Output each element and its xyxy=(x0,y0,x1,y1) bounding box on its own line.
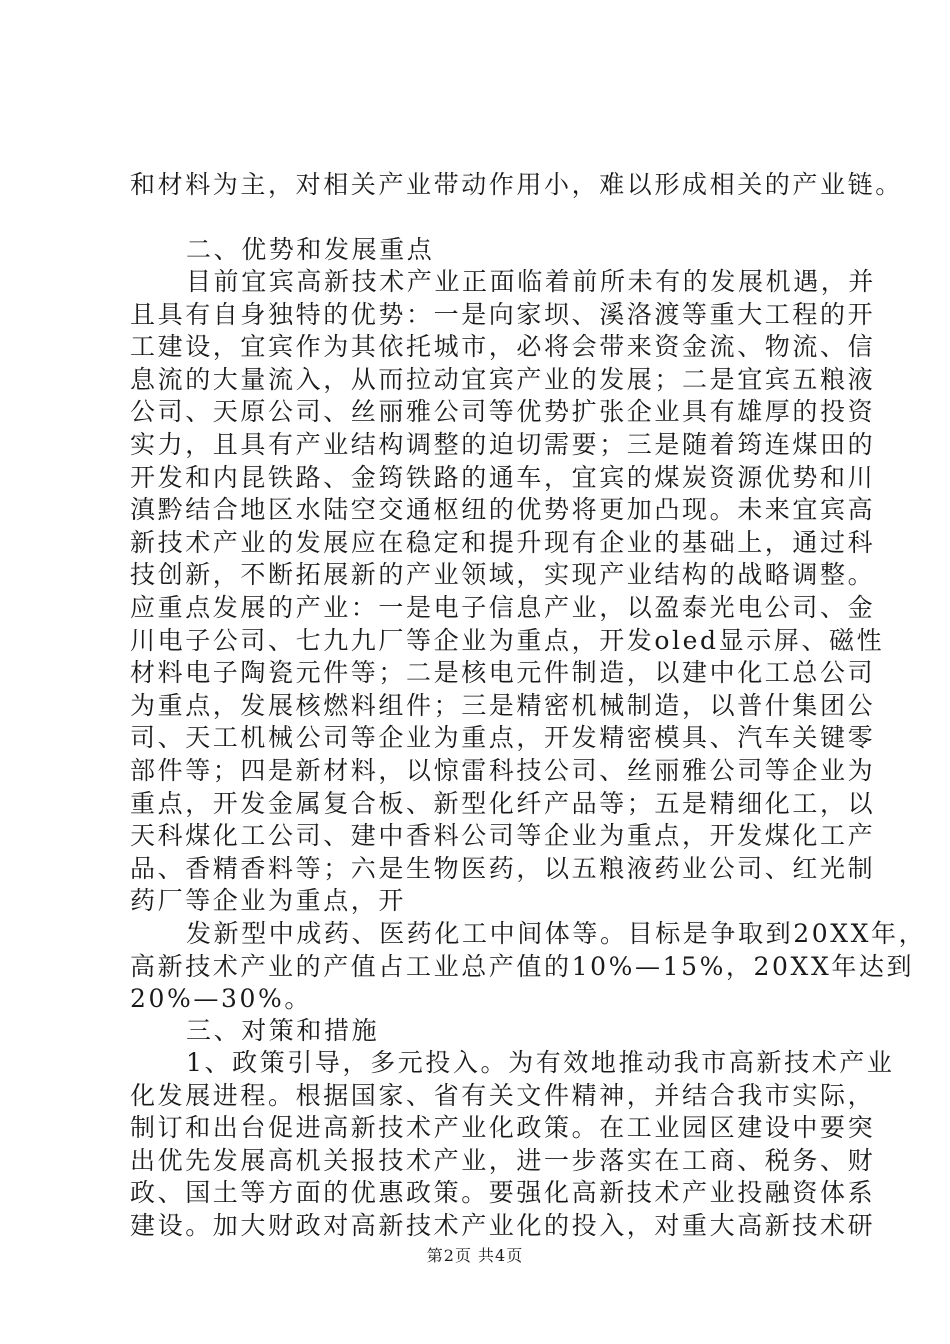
text-line: 20%—30%。 xyxy=(130,984,312,1014)
section-3-heading xyxy=(130,1015,830,1048)
text-line: 1、政策引导，多元投入。为有效地推动我市高新技术产业 xyxy=(186,1048,895,1077)
page-footer xyxy=(0,1243,950,1266)
text-line: 天科煤化工公司、建中香料公司等企业为重点，开发煤化工产 xyxy=(130,821,876,851)
section-heading: 二、优势和发展重点 xyxy=(186,235,435,264)
text-line: 部件等；四是新材料，以惊雷科技公司、丝丽雅公司等企业为 xyxy=(130,755,876,785)
text-line: 高新技术产业的产值占工业总产值的10%—15%，20XX年达到 xyxy=(130,951,915,981)
text-line: 化发展进程。根据国家、省有关文件精神，并结合我市实际， xyxy=(130,1080,876,1110)
text-line: 出优先发展高机关报技术产业，进一步落实在工商、税务、财 xyxy=(130,1145,876,1175)
section-2-paragraph-2 xyxy=(130,918,927,1016)
text-line: 川电子公司、七九九厂等企业为重点，开发oled显示屏、磁性 xyxy=(130,625,885,655)
text-line: 品、香精香料等；六是生物医药，以五粮液药业公司、红光制 xyxy=(130,853,876,883)
text-line: 司、天工机械公司等企业为重点，开发精密模具、汽车关键零 xyxy=(130,723,876,753)
text-line: 材料电子陶瓷元件等；二是核电元件制造，以建中化工总公司 xyxy=(130,658,876,688)
text-line: 技创新，不断拓展新的产业领域，实现产业结构的战略调整。 xyxy=(130,560,876,590)
section-2-heading xyxy=(130,234,830,267)
text-line: 滇黔结合地区水陆空交通枢纽的优势将更加凸现。未来宜宾高 xyxy=(130,495,876,525)
section-2-paragraph-1 xyxy=(130,266,885,918)
section-heading: 三、对策和措施 xyxy=(186,1016,380,1045)
text-line: 开发和内昆铁路、金筠铁路的通车，宜宾的煤炭资源优势和川 xyxy=(130,462,876,492)
text-line: 制订和出台促进高新技术产业化政策。在工业园区建设中要突 xyxy=(130,1113,876,1143)
text-line: 且具有自身独特的优势：一是向家坝、溪洛渡等重大工程的开 xyxy=(130,299,876,329)
text-line: 应重点发展的产业：一是电子信息产业，以盈泰光电公司、金 xyxy=(130,592,876,622)
section-3-paragraph-1 xyxy=(130,1047,895,1243)
text-line: 新技术产业的发展应在稳定和提升现有企业的基础上，通过科 xyxy=(130,527,876,557)
text-line: 和材料为主，对相关产业带动作用小，难以形成相关的产业链。 xyxy=(130,170,903,199)
text-line: 目前宜宾高新技术产业正面临着前所未有的发展机遇，并 xyxy=(186,267,877,296)
text-line: 发新型中成药、医药化工中间体等。目标是争取到20XX年， xyxy=(186,919,927,948)
page-indicator: 第2页 共4页 xyxy=(426,1246,524,1265)
continuation-paragraph xyxy=(130,169,903,202)
text-line: 药厂等企业为重点，开 xyxy=(130,886,407,916)
text-line: 为重点，发展核燃料组件；三是精密机械制造，以普什集团公 xyxy=(130,690,876,720)
text-line: 重点，开发金属复合板、新型化纤产品等；五是精细化工，以 xyxy=(130,788,876,818)
text-line: 息流的大量流入，从而拉动宜宾产业的发展；二是宜宾五粮液 xyxy=(130,364,876,394)
text-line: 公司、天原公司、丝丽雅公司等优势扩张企业具有雄厚的投资 xyxy=(130,397,876,427)
text-line: 政、国土等方面的优惠政策。要强化高新技术产业投融资体系 xyxy=(130,1178,876,1208)
text-line: 工建设，宜宾作为其依托城市，必将会带来资金流、物流、信 xyxy=(130,332,876,362)
text-line: 实力，且具有产业结构调整的迫切需要；三是随着筠连煤田的 xyxy=(130,429,876,459)
text-line: 建设。加大财政对高新技术产业化的投入，对重大高新技术研 xyxy=(130,1210,876,1240)
